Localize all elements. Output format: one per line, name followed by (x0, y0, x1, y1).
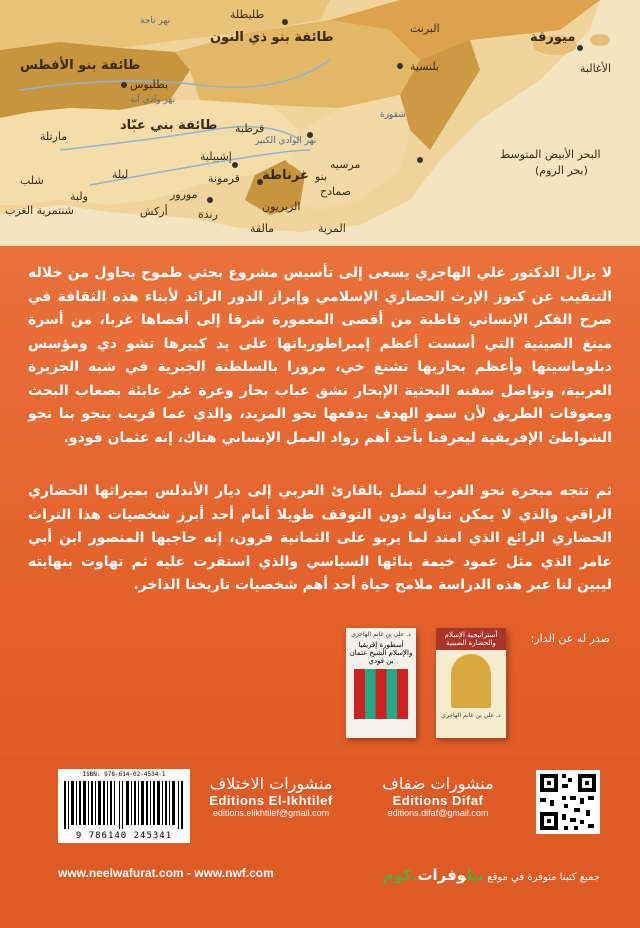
book-1-title: أستراتيجية الإسلام والحضارة الصينية (436, 628, 506, 650)
qr-code[interactable] (536, 770, 600, 834)
difaf-arabic-name: منشورات ضفاف (382, 774, 494, 793)
book-2-figures (354, 669, 408, 719)
label-arcos: أركش (140, 205, 168, 218)
label-moron: مورور (170, 188, 198, 201)
label-badajoz: بطليوس (130, 78, 169, 91)
blurb-paragraph-2: ثم تتجه مبحرة نحو الغرب لتصل بالقارئ العربي إلى ديار الأندلس بميراثها الحضاري الراقي والذي لا يمكن تناوله دون التوقف طويلا أمام أحد أبرز شخصيات هذا التراث الحضاري الرائع الذي امتد لما يربو على الثمانية قرون، إنه حاجبها المنصور ابن أبي عامر الذي مثل عمود خيمة بنائها السياسي والذي استقرت عليه ثم تهاوت بنهايته ليبين لنا عبر هذه الدراسة ملامح حياة أحد أهم شخصيات تاريخنا الذاخر. (28, 483, 612, 593)
label-santa-maria: شنتمرية الغرب (5, 204, 74, 217)
book-cover-1 (436, 628, 506, 738)
label-niebla: لبلة (112, 168, 129, 181)
label-shaqura: شقورة (380, 110, 406, 120)
label-mediterranean: البحر الأبيض المتوسط (500, 148, 601, 161)
isbn-number: 9 786140 245341 (75, 831, 173, 841)
label-valencia: بلنسية (410, 60, 440, 73)
book-cover-2 (346, 628, 416, 738)
label-carmona: قرمونة (208, 172, 240, 185)
qr-code-pattern (536, 770, 600, 834)
book-1-figure (451, 654, 491, 708)
book-2-author: د. علي بن غانم الهاجري (351, 631, 411, 638)
label-aghaliba: الأغالبة (580, 62, 612, 75)
label-alburnt: البرنت (410, 22, 440, 35)
label-taifa-aftas: طائفة بنو الأفطس (20, 58, 141, 73)
barcode-bars (64, 781, 184, 829)
label-silves: شلب (20, 174, 44, 187)
label-ronda: رندة (198, 208, 218, 221)
label-toledo: طليطلة (230, 8, 265, 21)
difaf-latin-name: Editions Difaf (392, 793, 484, 808)
label-malaga: مالقة (250, 222, 275, 235)
label-almeria: المرية (318, 222, 346, 235)
availability-note (383, 866, 600, 884)
isbn-label: ISBN: 978-614-02-4534-1 (82, 771, 166, 778)
issued-label: صدر له عن الدار: (530, 632, 610, 645)
ikhtilef-email: editions.elikhtilef@gmail.com (212, 808, 330, 818)
brand-part-2: وفرات (417, 866, 467, 884)
label-guadalquivir-river: نهر الوادي الكبير (255, 136, 317, 146)
website-urls[interactable]: www.neelwafurat.com - www.nwf.com (58, 866, 274, 880)
label-tagus-river: نهر تاجة (140, 16, 171, 26)
availability-text: جميع كتبنا متوفرة في موقع (487, 872, 600, 883)
label-sea-rum: (بحر الروم) (535, 164, 588, 177)
label-seville: إشبيلية (200, 150, 232, 163)
label-guadiana-river: نهر وادي آنة (130, 95, 176, 105)
label-sumadih: صمادح (320, 185, 352, 198)
ikhtilef-latin-name: Editions El-Ikhtilef (209, 793, 333, 808)
publisher-ikhtilef (196, 774, 346, 818)
isbn-barcode (58, 769, 190, 843)
historical-map (0, 0, 640, 246)
ikhtilef-arabic-name: منشورات الاختلاف (209, 774, 333, 793)
label-mertola: مارتلة (40, 130, 68, 143)
brand-part-1: نيل (466, 866, 485, 884)
label-granada: غرناطة (262, 168, 309, 183)
book-1-author: د. علي بن غانم الهاجري (441, 712, 501, 719)
neelwafurat-logo[interactable] (383, 866, 485, 884)
difaf-email: editions.difaf@gmail.com (387, 808, 489, 818)
label-banu: بنو (315, 170, 328, 183)
publisher-difaf (358, 774, 518, 818)
label-majorca: ميورقة (530, 30, 576, 45)
book-2-title: أسطورة إفريقيا والإسلام الشيخ عثمان بن فودي (349, 641, 413, 665)
label-cordoba: قرطبة (235, 122, 265, 135)
label-zirids: الزيريون (262, 200, 301, 213)
brand-part-3: .كوم (382, 866, 418, 884)
blurb-paragraph-1: لا يزال الدكتور علي الهاجري يسعى إلى تأسيس مشروع بحثي طموح يحاول من خلاله التنقيب عن كنوز الإرث الحضاري الإسلامي وإبراز الدور الرائد لأبناء هذه الثقافة في صرح الفكر الإنساني قاطبة من أقصى المعمورة شرقا إلى أقصاها غربا، من أسرة مينغ الصينية التي أسست أعظم إمبراطورياتها على يد كبيرها تشو دي ومؤسس دبلوماسيتها وأعظم بحاريها تشنغ خي، مرورا بالسلطنة الجبرية في شبه الجزيرة العربية، وتواصل سفنه البحثية الإبحار تشق عباب بحار وعرة غير عابئة بصعاب البحث ومعوقات الطريق لأن سمو الهدف يدفعها نحو المزيد، والذي عما قريب ينحو بنا نحو الشواطئ الإفريقية ليعرفنا بأحد أهم رواد العمل الإنساني هناك، إنه عثمان فودو. (28, 265, 612, 446)
label-taifa-abbad: طائفة بني عبّاد (120, 118, 218, 133)
label-murcia: مرسيه (330, 158, 361, 171)
label-taifa-dhi-nun: طائفة بنو ذي النون (210, 30, 334, 45)
label-huelva: ولبة (70, 190, 88, 203)
